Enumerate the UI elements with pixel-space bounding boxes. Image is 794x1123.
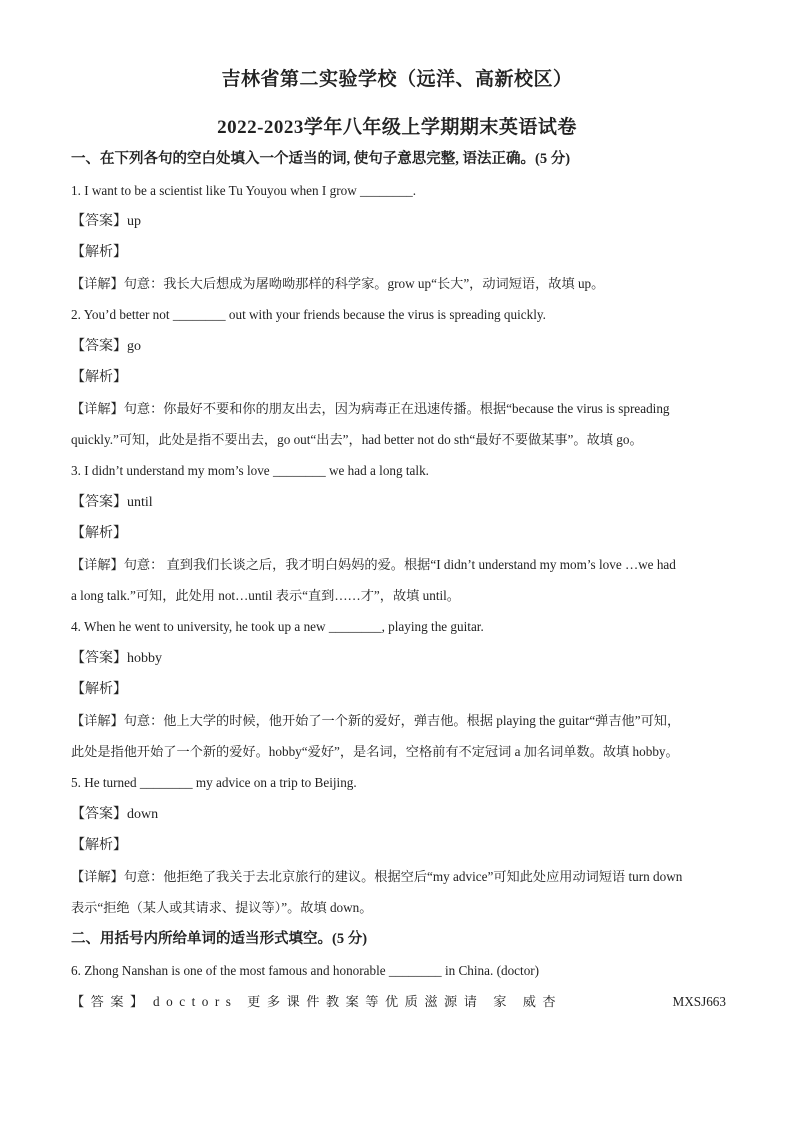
question-5: 5. He turned ________ my advice on a trip to Beijing. bbox=[71, 775, 357, 790]
document-title-line1: 吉林省第二实验学校（远洋、高新校区） bbox=[221, 69, 573, 90]
detail-2-line1: 【详解】句意：你最好不要和你的朋友出去，因为病毒正在迅速传播。根据“because the virus is spreading bbox=[71, 401, 670, 416]
detail-3-line1: 【详解】句意： 直到我们长谈之后，我才明白妈妈的爱。根据“I didn’t understand my mom’s love …we had bbox=[71, 557, 676, 572]
document-title-line2: 2022-2023学年八年级上学期期末英语试卷 bbox=[217, 117, 577, 138]
answer-2: 【答案】go bbox=[71, 339, 141, 354]
question-3: 3. I didn’t understand my mom’s love ________ we had a long talk. bbox=[71, 463, 429, 478]
detail-4-line2: 此处是指他开始了一个新的爱好。hobby“爱好”，是名词，空格前有不定冠词 a 加名词单数。故填 hobby。 bbox=[71, 744, 679, 759]
answer-tag: 【答案】 bbox=[71, 994, 150, 1009]
answer-3: 【答案】until bbox=[71, 495, 153, 510]
answer-5: 【答案】down bbox=[71, 807, 159, 822]
answer-4: 【答案】hobby bbox=[71, 651, 162, 666]
detail-5-line2: 表示“拒绝（某人或其请求、提议等）”。故填 down。 bbox=[71, 900, 373, 915]
detail-1: 【详解】句意：我长大后想成为屠呦呦那样的科学家。grow up“长大”，动词短语，故填 up。 bbox=[71, 276, 605, 291]
question-4: 4. When he went to university, he took up a new ________, playing the guitar. bbox=[71, 619, 484, 634]
analysis-label-5: 【解析】 bbox=[71, 838, 127, 853]
question-2: 2. You’d better not ________ out with your friends because the virus is spreading quickly. bbox=[71, 307, 546, 322]
answer-1: 【答案】up bbox=[71, 214, 141, 229]
section-heading-2: 二、用括号内所给单词的适当形式填空。(5 分) bbox=[71, 931, 368, 947]
answer-6-row bbox=[71, 992, 726, 1012]
answer-6 bbox=[71, 992, 562, 1012]
detail-3-line2: a long talk.”可知，此处用 not…until 表示“直到……才”，故填 until。 bbox=[71, 588, 460, 603]
answer-6-text: doctors 更多课件教案等优质滋源请 家 威杏 bbox=[153, 994, 563, 1009]
document-code: MXSJ663 bbox=[672, 994, 726, 1009]
detail-4-line1: 【详解】句意：他上大学的时候，他开始了一个新的爱好，弹吉他。根据 playing the guitar“弹吉他”可知， bbox=[71, 713, 681, 728]
analysis-label-4: 【解析】 bbox=[71, 682, 127, 697]
analysis-label-1: 【解析】 bbox=[71, 245, 127, 260]
question-6: 6. Zhong Nanshan is one of the most famous and honorable ________ in China. (doctor) bbox=[71, 963, 540, 978]
section-heading-1: 一、在下列各句的空白处填入一个适当的词, 使句子意思完整, 语法正确。(5 分) bbox=[71, 151, 571, 167]
detail-2-line2: quickly.”可知，此处是指不要出去，go out“出去”，had better not do sth“最好不要做某事”。故填 go。 bbox=[71, 432, 643, 447]
detail-5-line1: 【详解】句意：他拒绝了我关于去北京旅行的建议。根据空后“my advice”可知此处应用动词短语 turn down bbox=[71, 869, 683, 884]
analysis-label-2: 【解析】 bbox=[71, 370, 127, 385]
analysis-label-3: 【解析】 bbox=[71, 526, 127, 541]
question-1: 1. I want to be a scientist like Tu Youyou when I grow ________. bbox=[71, 183, 417, 198]
